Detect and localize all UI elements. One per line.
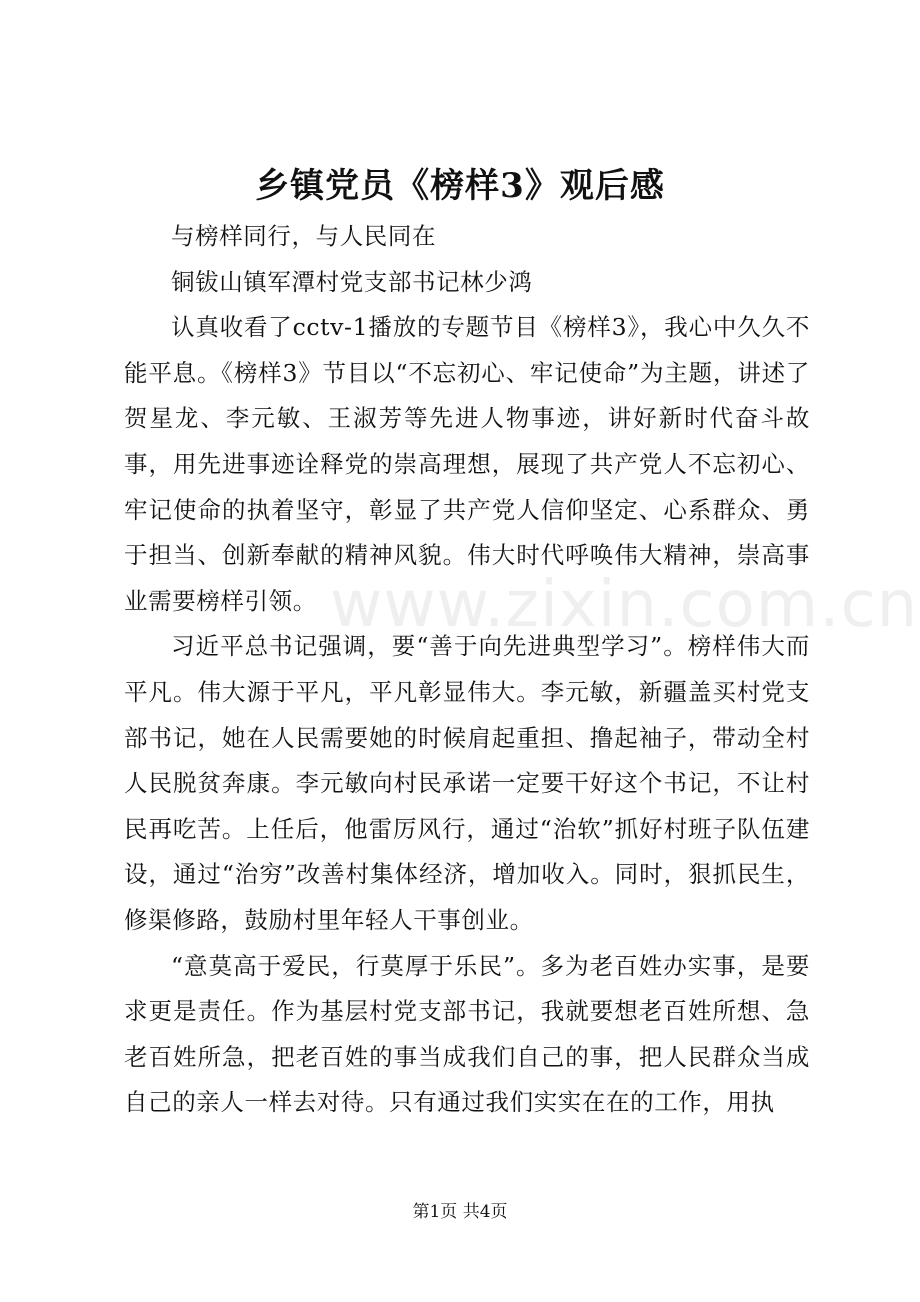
page-footer: 第1页 共4页 xyxy=(412,1202,508,1222)
subtitle: 与榜样同行，与人民同在 xyxy=(171,222,437,250)
author-line: 铜钹山镇军潭村党支部书记林少鸿 xyxy=(171,267,533,296)
watermark: www.zixin.com.cn xyxy=(330,568,919,642)
paragraph-1: 认真收看了cctv-1播放的专题节目《榜样3》，我心中久久不能平息。《榜样3》节目以“不忘初心、牢记使命”为主题，讲述了贺星龙、李元敏、王淑芳等先进人物事迹，讲好新时代奋斗故事，用先进事迹诠释党的崇高理想，展现了共产党人不忘初心、牢记使命的执着坚守，彰显了共产党人信仰坚定、心系群众、勇于担当、创新奉献的精神风貌。伟大时代呼唤伟大精神，崇高事业需要榜样引领。 xyxy=(124,313,810,615)
paragraph-2: 习近平总书记强调，要“善于向先进典型学习”。榜样伟大而平凡。伟大源于平凡，平凡彰显伟大。李元敏，新疆盖买村党支部书记，她在人民需要她的时候肩起重担、撸起袖子，带动全村人民脱贫奔康。李元敏向村民承诺一定要干好这个书记，不让村民再吃苦。上任后，他雷厉风行，通过“治软”抓好村班子队伍建设，通过“治穷”改善村集体经济，增加收入。同时，狠抓民生，修渠修路，鼓励村里年轻人干事创业。 xyxy=(124,632,810,934)
paragraph-3: “意莫高于爱民，行莫厚于乐民”。多为老百姓办实事，是要求更是责任。作为基层村党支部书记，我就要想老百姓所想、急老百姓所急，把老百姓的事当成我们自己的事，把人民群众当成自己的亲人一样去对待。只有通过我们实实在在的工作，用执 xyxy=(124,951,810,1117)
document-title: 乡镇党员《榜样3》观后感 xyxy=(255,166,665,206)
document-body xyxy=(124,214,810,1126)
